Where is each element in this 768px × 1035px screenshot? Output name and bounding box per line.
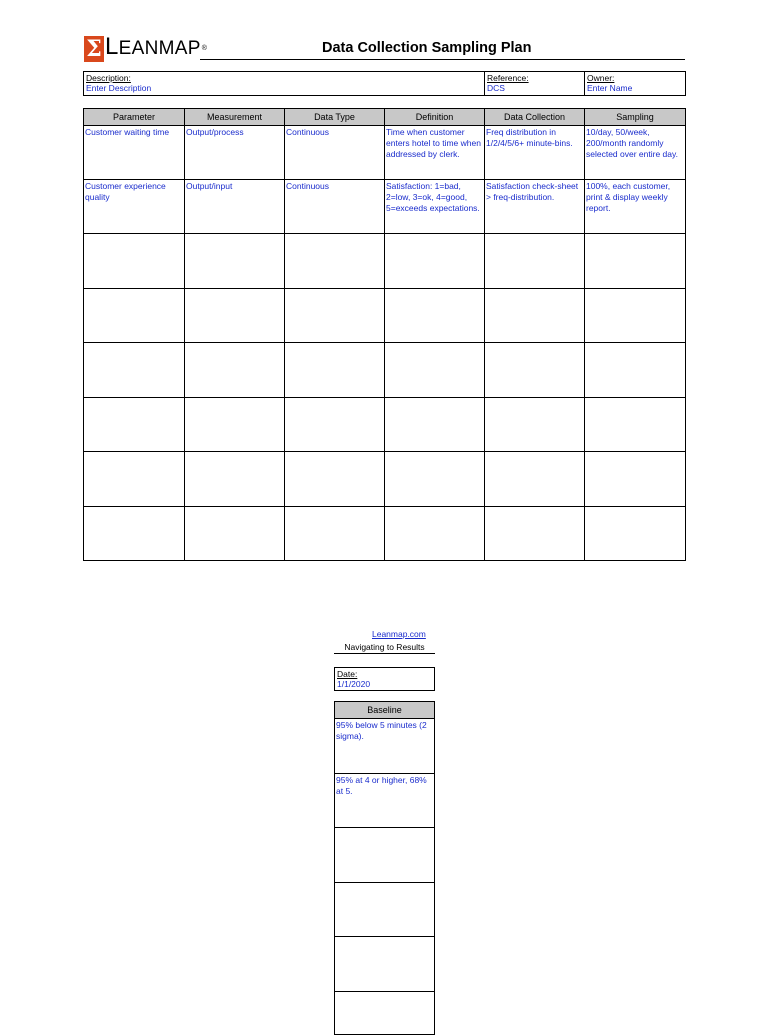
empty-cell[interactable] — [185, 452, 285, 507]
table-row — [84, 126, 686, 180]
baseline-empty-cell[interactable] — [335, 937, 435, 992]
baseline-cell[interactable]: 95% at 4 or higher, 68% at 5. — [335, 773, 435, 828]
col-header-definition: Definition — [385, 109, 485, 126]
table-row — [84, 180, 686, 234]
reference-value[interactable]: DCS — [487, 83, 505, 93]
description-label: Description: — [86, 73, 131, 83]
table-cell[interactable]: Customer waiting time — [84, 126, 185, 180]
logo-rest: EANMAP — [118, 38, 201, 59]
table-cell[interactable]: Customer experience quality — [84, 180, 185, 234]
empty-cell[interactable] — [585, 506, 686, 561]
empty-cell[interactable] — [84, 343, 185, 398]
col-header-data-collection: Data Collection — [485, 109, 585, 126]
baseline-empty-cell[interactable] — [335, 828, 435, 883]
baseline-empty-cell[interactable] — [335, 882, 435, 937]
empty-table-row — [84, 397, 686, 452]
empty-cell[interactable] — [385, 452, 485, 507]
empty-cell[interactable] — [385, 343, 485, 398]
header-row — [84, 109, 686, 126]
empty-cell[interactable] — [84, 288, 185, 343]
reference-label: Reference: — [487, 73, 529, 83]
table-cell[interactable]: Output/process — [185, 126, 285, 180]
baseline-cell[interactable]: 95% below 5 minutes (2 sigma). — [335, 719, 435, 774]
empty-cell[interactable] — [285, 288, 385, 343]
col-header-parameter: Parameter — [84, 109, 185, 126]
empty-cell[interactable] — [585, 343, 686, 398]
page-title: Data Collection Sampling Plan — [322, 40, 532, 56]
nav-caption: Navigating to Results — [334, 642, 435, 654]
baseline-table — [334, 701, 435, 1035]
leanmap-logo — [84, 34, 207, 62]
logo-wordmark — [105, 34, 207, 62]
empty-cell[interactable] — [585, 452, 686, 507]
date-table — [334, 667, 435, 691]
sigma-logo-icon: Σ — [84, 36, 104, 62]
empty-cell[interactable] — [285, 452, 385, 507]
empty-cell[interactable] — [485, 288, 585, 343]
empty-cell[interactable] — [84, 397, 185, 452]
date-value[interactable]: 1/1/2020 — [337, 679, 371, 689]
empty-cell[interactable] — [385, 234, 485, 289]
empty-cell[interactable] — [385, 288, 485, 343]
table-cell[interactable]: Satisfaction check-sheet > freq-distribution. — [485, 180, 585, 234]
leanmap-link[interactable]: Leanmap.com — [372, 629, 426, 639]
empty-cell[interactable] — [285, 234, 385, 289]
col-header-measurement: Measurement — [185, 109, 285, 126]
empty-cell[interactable] — [485, 343, 585, 398]
baseline-header: Baseline — [335, 702, 435, 719]
table-cell[interactable]: 100%, each customer, print & display weekly report. — [585, 180, 686, 234]
empty-cell[interactable] — [185, 288, 285, 343]
col-header-data-type: Data Type — [285, 109, 385, 126]
empty-cell[interactable] — [185, 343, 285, 398]
empty-cell[interactable] — [585, 234, 686, 289]
logo-initial: L — [105, 33, 119, 60]
empty-cell[interactable] — [185, 397, 285, 452]
empty-table-row — [84, 234, 686, 289]
empty-cell[interactable] — [485, 506, 585, 561]
table-cell[interactable]: Satisfaction: 1=bad, 2=low, 3=ok, 4=good, 5=exceeds expectations. — [385, 180, 485, 234]
empty-table-row — [84, 506, 686, 561]
empty-cell[interactable] — [485, 397, 585, 452]
empty-cell[interactable] — [285, 506, 385, 561]
owner-label: Owner: — [587, 73, 615, 83]
info-table — [83, 71, 686, 96]
owner-cell[interactable] — [585, 72, 686, 96]
baseline-empty-cell[interactable] — [335, 991, 435, 1034]
title-divider — [200, 59, 685, 60]
table-cell[interactable]: Output/input — [185, 180, 285, 234]
col-header-sampling: Sampling — [585, 109, 686, 126]
empty-cell[interactable] — [585, 288, 686, 343]
empty-cell[interactable] — [485, 234, 585, 289]
table-cell[interactable]: Time when customer enters hotel to time when addressed by clerk. — [385, 126, 485, 180]
sampling-plan-table — [83, 108, 686, 561]
table-cell[interactable]: 10/day, 50/week, 200/month randomly selected over entire day. — [585, 126, 686, 180]
empty-cell[interactable] — [385, 506, 485, 561]
description-value[interactable]: Enter Description — [86, 83, 152, 93]
empty-cell[interactable] — [385, 397, 485, 452]
empty-cell[interactable] — [84, 452, 185, 507]
reference-cell[interactable] — [485, 72, 585, 96]
table-cell[interactable]: Continuous — [285, 180, 385, 234]
empty-cell[interactable] — [585, 397, 686, 452]
table-cell[interactable]: Continuous — [285, 126, 385, 180]
empty-cell[interactable] — [185, 234, 285, 289]
description-cell[interactable] — [84, 72, 485, 96]
date-label: Date: — [337, 669, 358, 679]
empty-table-row — [84, 452, 686, 507]
empty-cell[interactable] — [185, 506, 285, 561]
empty-table-row — [84, 343, 686, 398]
date-cell[interactable] — [335, 668, 435, 691]
empty-cell[interactable] — [84, 506, 185, 561]
empty-cell[interactable] — [485, 452, 585, 507]
empty-table-row — [84, 288, 686, 343]
empty-cell[interactable] — [285, 397, 385, 452]
owner-value[interactable]: Enter Name — [587, 83, 633, 93]
empty-cell[interactable] — [285, 343, 385, 398]
empty-cell[interactable] — [84, 234, 185, 289]
table-cell[interactable]: Freq distribution in 1/2/4/5/6+ minute-bins. — [485, 126, 585, 180]
registered-mark: ® — [201, 45, 208, 52]
